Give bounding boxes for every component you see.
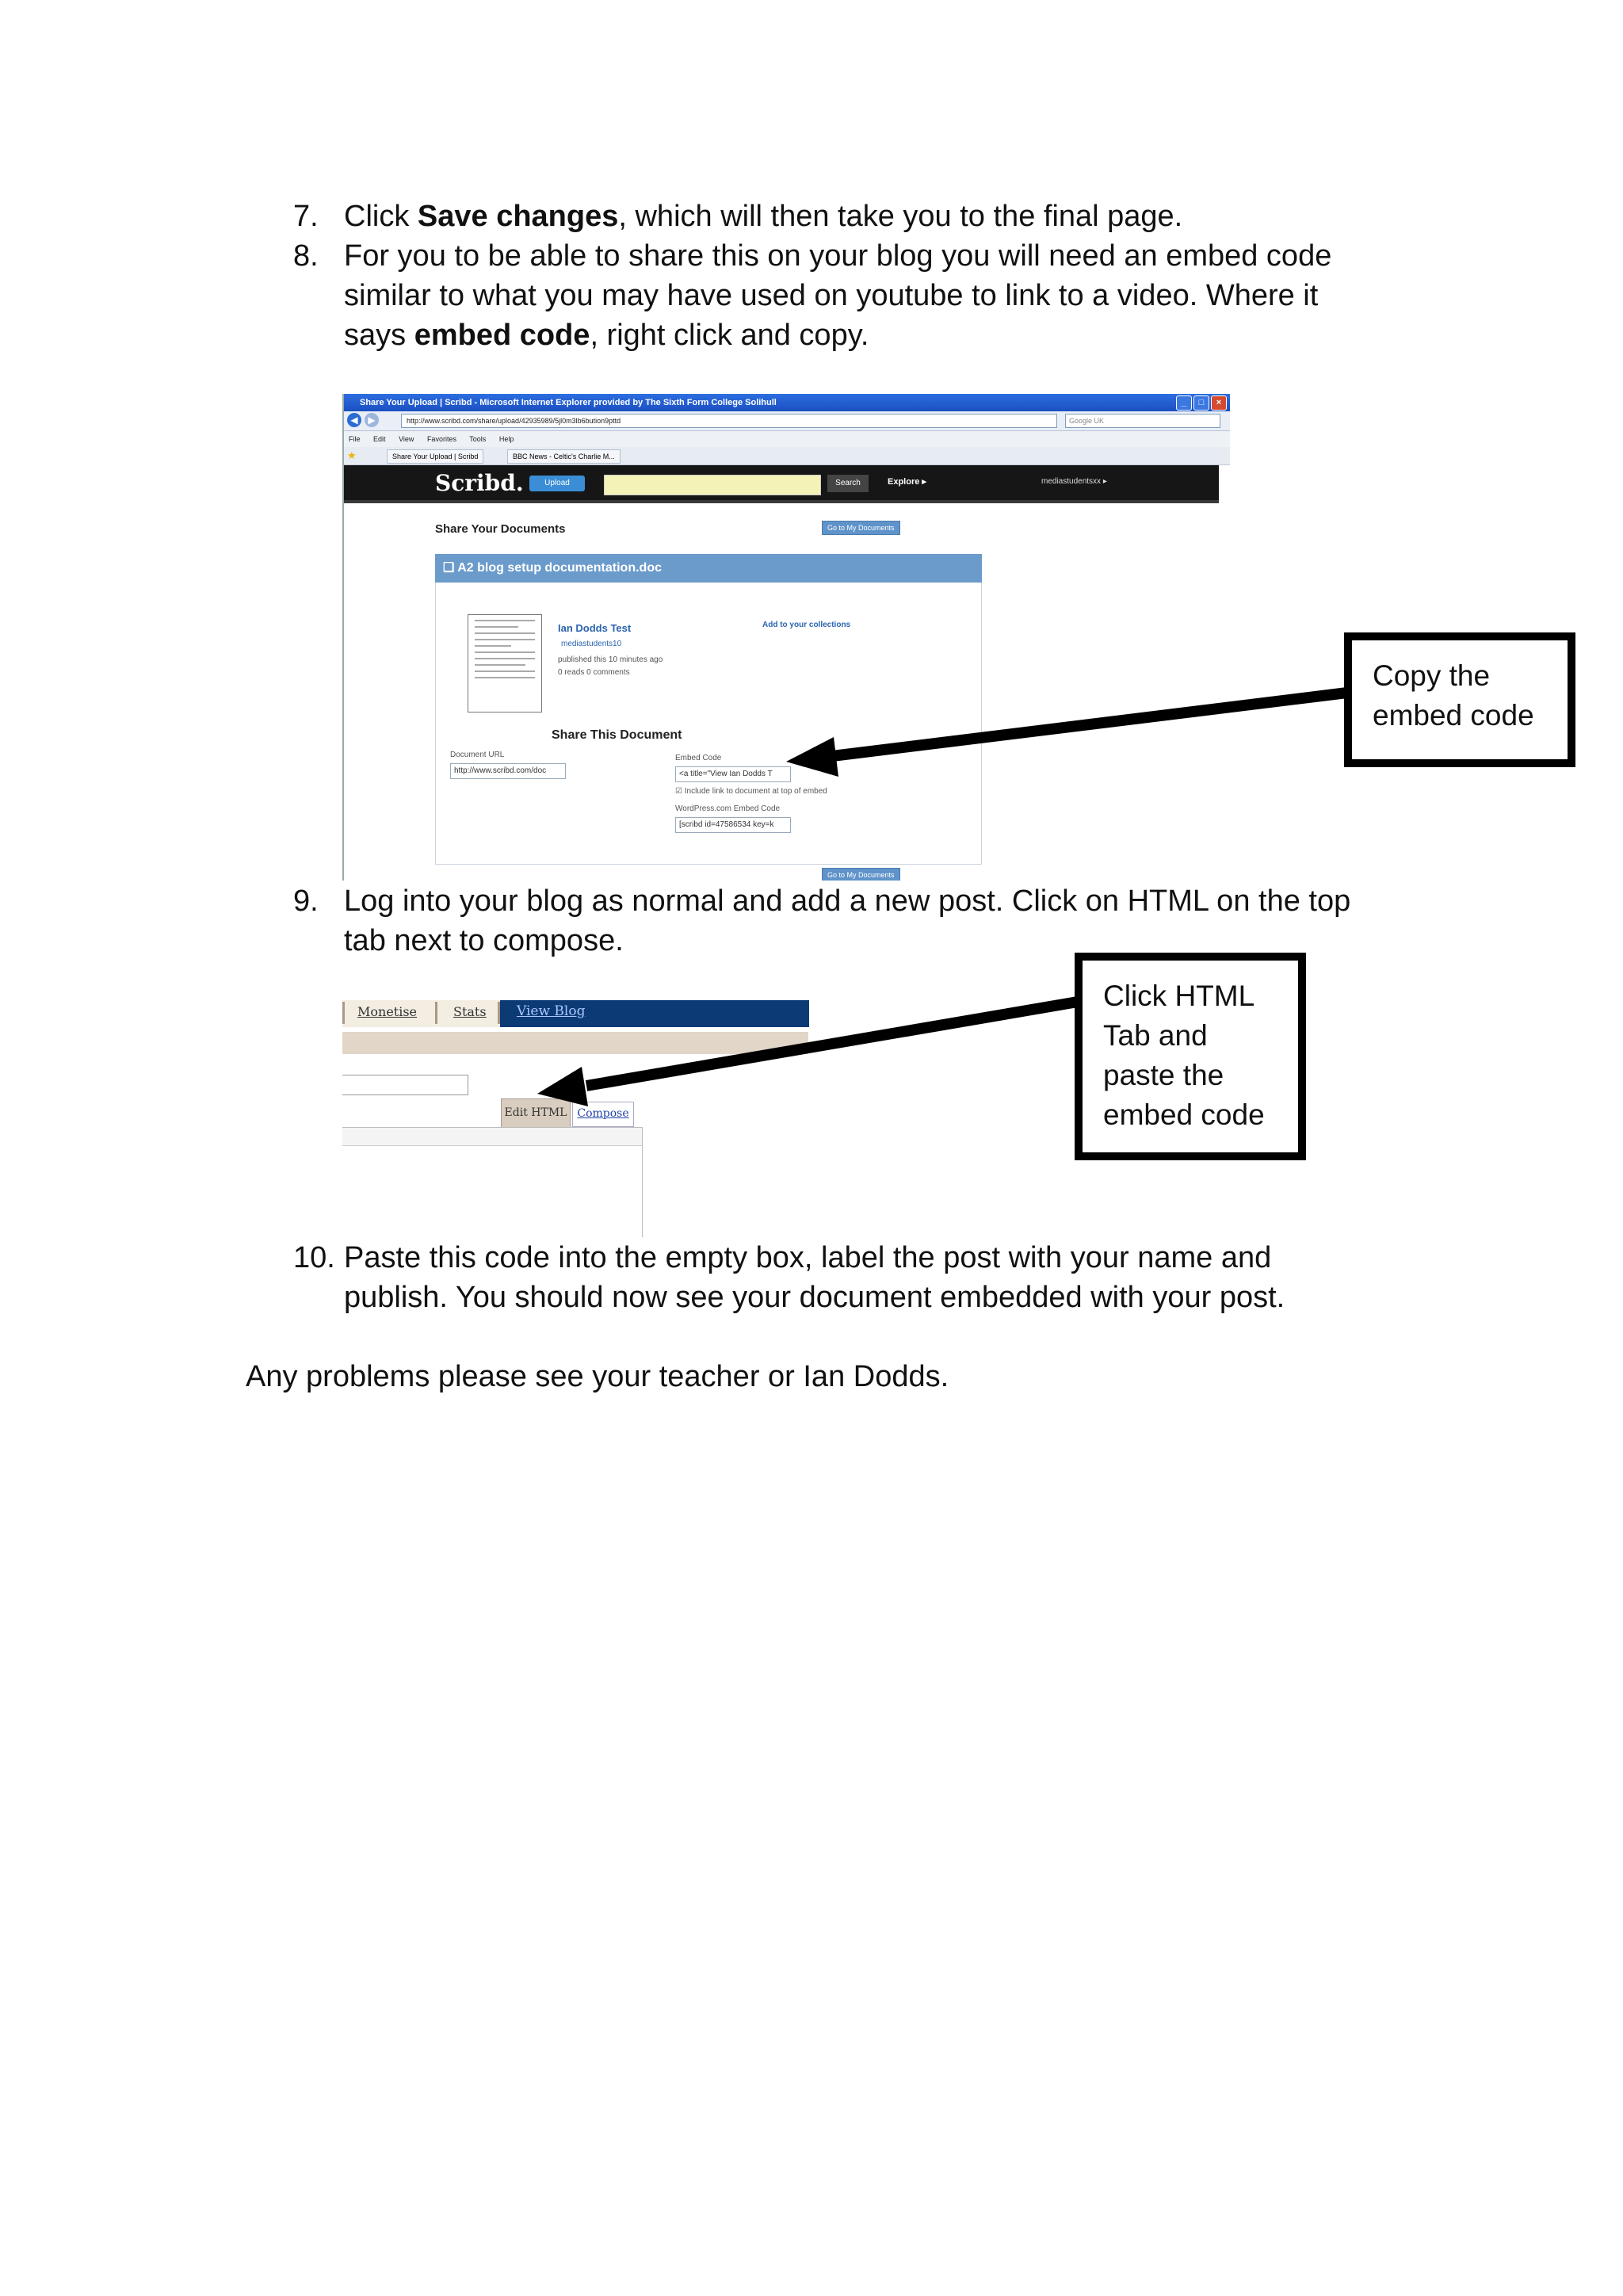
step-bold-text: embed code <box>414 319 590 352</box>
share-document-heading: Share This Document <box>552 728 682 742</box>
tab-edit-html[interactable]: Edit HTML <box>501 1098 571 1129</box>
window-title: Share Your Upload | Scribd - Microsoft Internet Explorer provided by The Sixth Form College Solihull <box>360 398 777 407</box>
step-number: 8. <box>293 239 319 273</box>
step-number: 10. <box>293 1241 335 1274</box>
menu-view[interactable]: View <box>399 435 414 443</box>
document-name: A2 blog setup documentation.doc <box>457 561 662 575</box>
document-published: published this 10 minutes ago <box>558 655 663 664</box>
step-bold-text: Save changes <box>417 200 619 233</box>
go-to-documents-button[interactable]: Go to My Documents <box>822 521 900 535</box>
tab-compose[interactable]: Compose <box>572 1102 634 1127</box>
browser-tab-scribd[interactable]: Share Your Upload | Scribd <box>387 449 483 464</box>
menu-favorites[interactable]: Favorites <box>426 435 456 443</box>
minimize-icon[interactable]: _ <box>1176 395 1192 411</box>
go-to-documents-button-bottom[interactable]: Go to My Documents <box>822 868 900 881</box>
arrow-head-html <box>537 1067 588 1106</box>
view-blog-link[interactable]: View Blog <box>517 1003 586 1019</box>
footer-note: Any problems please see your teacher or Ian Dodds. <box>246 1360 949 1393</box>
step-text: Log into your blog as normal and add a new post. Click on HTML on the top tab next to compose. <box>344 884 1351 957</box>
document-icon: ❏ <box>443 561 458 575</box>
embed-code-label: Embed Code <box>675 754 722 762</box>
wordpress-embed-label: WordPress.com Embed Code <box>675 804 781 813</box>
favorites-star-icon[interactable]: ★ <box>347 449 357 461</box>
share-title: Share Your Documents <box>435 522 566 536</box>
callout-text: Copy the embed code <box>1373 659 1534 732</box>
back-icon[interactable]: ◀ <box>347 413 361 427</box>
user-menu[interactable]: mediastudentsxx ▸ <box>1041 477 1107 486</box>
document-url-label: Document URL <box>450 751 505 759</box>
forward-icon[interactable]: ▶ <box>365 413 379 427</box>
upload-button[interactable]: Upload <box>529 476 585 491</box>
step-number: 9. <box>293 884 319 918</box>
add-to-collections-link[interactable]: Add to your collections <box>762 621 851 629</box>
step-text-part: , which will then take you to the final page. <box>618 200 1183 233</box>
maximize-icon[interactable]: □ <box>1193 395 1209 411</box>
document-user[interactable]: mediastudents10 <box>561 640 622 648</box>
scribd-logo[interactable]: Scribd. <box>435 470 524 496</box>
tab-monetise[interactable]: Monetise <box>342 1002 437 1024</box>
menu-edit[interactable]: Edit <box>373 435 386 443</box>
step-text: Paste this code into the empty box, label the post with your name and publish. You should now see your document embedded with your post. <box>344 1241 1285 1314</box>
document-stats: 0 reads 0 comments <box>558 668 630 677</box>
search-button[interactable]: Search <box>827 475 869 492</box>
document-title[interactable]: Ian Dodds Test <box>558 622 632 634</box>
tab-stats[interactable]: Stats <box>441 1002 500 1024</box>
arrow-line-embed <box>832 693 1347 756</box>
include-link-label: Include link to document at top of embed <box>684 787 827 796</box>
browser-tab-bbc[interactable]: BBC News - Celtic's Charlie M... <box>507 449 621 464</box>
wordpress-embed-field[interactable]: [scribd id=47586534 key=k <box>675 817 791 833</box>
menu-tools[interactable]: Tools <box>469 435 487 443</box>
google-search-input[interactable]: Google UK <box>1065 414 1220 428</box>
close-icon[interactable]: × <box>1211 395 1227 411</box>
menu-help[interactable]: Help <box>498 435 514 443</box>
arrow-line-html <box>586 1002 1078 1086</box>
include-link-checkbox[interactable]: ☑ Include link to document at top of embed <box>675 787 827 796</box>
step-10 <box>293 1238 1403 1317</box>
embed-code-field[interactable]: <a title="View Ian Dodds T <box>675 766 791 782</box>
step-text-part: For you to be able to share this on your blog you will need an embed code similar to what you may have used on youtube to link to a video. Where it says <box>344 239 1332 352</box>
step-text-part: Click <box>344 200 418 233</box>
url-input[interactable]: http://www.scribd.com/share/upload/42935989/5jl0m3lb6bution9pttd <box>401 414 1057 428</box>
callout-text: Click HTML Tab and paste the embed code <box>1103 980 1265 1131</box>
menu-file[interactable]: File <box>349 435 361 443</box>
arrow-head-embed <box>786 737 838 777</box>
document-url-field[interactable]: http://www.scribd.com/doc <box>450 763 566 779</box>
step-number: 7. <box>293 200 319 233</box>
explore-menu[interactable]: Explore ▸ <box>888 477 926 487</box>
step-text-part: , right click and copy. <box>590 319 869 352</box>
